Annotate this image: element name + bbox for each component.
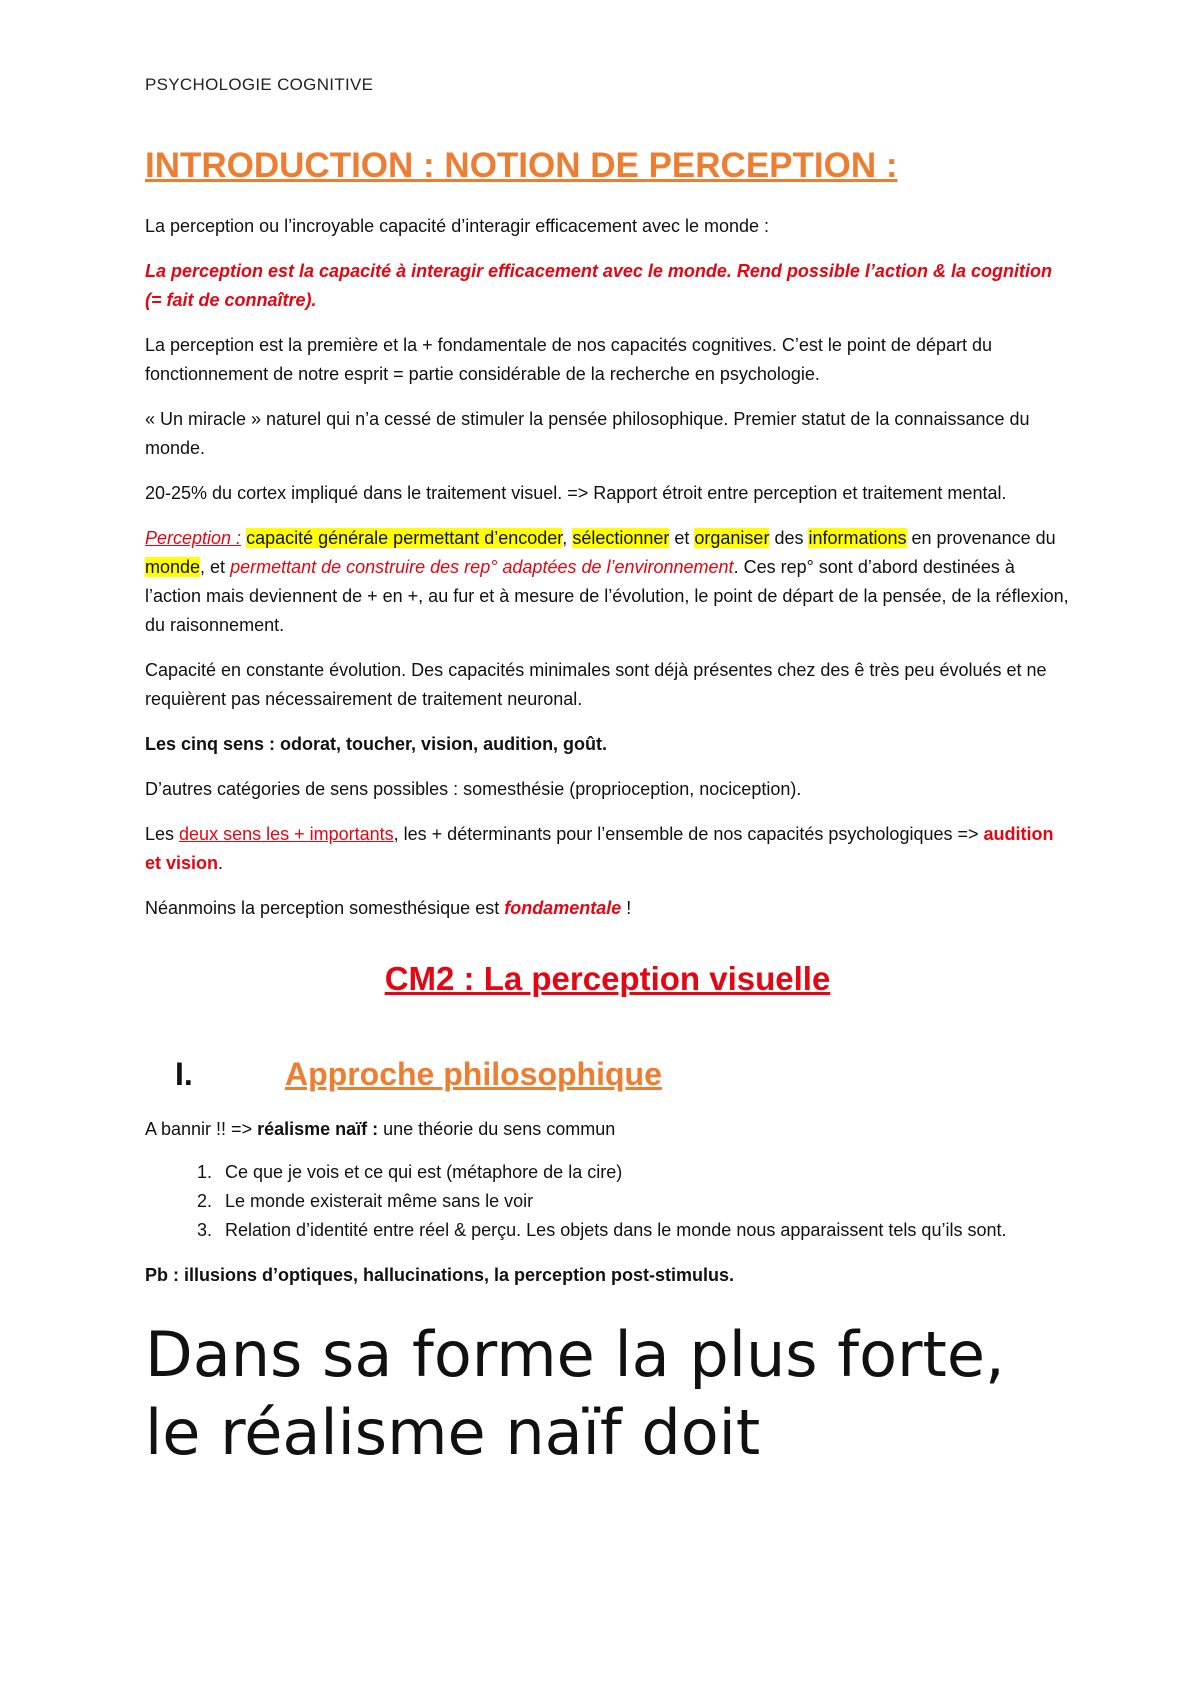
highlight-select: sélectionner	[572, 527, 670, 548]
section-number: I.	[175, 1056, 193, 1093]
paragraph-problems: Pb : illusions d’optiques, hallucinations, la perception post-stimulus.	[145, 1265, 735, 1286]
list-item: 3. Relation d’identité entre réel & perçu. Les objets dans le monde nous apparaissent tels qu’ils sont.	[217, 1216, 1070, 1245]
paragraph-fundamental: La perception est la première et la + fondamentale de nos capacités cognitives. C’est le point de départ du fonctionnement de notre esprit = partie considérable de la recherche en psychologie.	[145, 334, 993, 384]
chapter-heading: CM2 : La perception visuelle	[384, 959, 831, 997]
highlight-world: monde	[145, 556, 201, 577]
large-text: Dans sa forme la plus forte, le réalisme naïf doit	[145, 1318, 1005, 1470]
two-senses-link: deux sens les + importants	[179, 823, 394, 844]
paragraph-perception-definition: Perception : capacité générale permettant d’encoder, sélectionner et organiser des informations en provenance du monde, et permettant de construire des rep° adaptées de l’environnement. Ces rep° sont d’abord destinées à l’action mais deviennent de + en +, au fur et à mesure de l’évolution, le point de départ de la pensée, de la réflexion, du raisonnement.	[145, 527, 1069, 635]
highlight-organize: organiser	[694, 527, 770, 548]
list-item: 1. Ce que je vois et ce qui est (métaphore de la cire)	[217, 1158, 1070, 1187]
paragraph-evolution: Capacité en constante évolution. Des capacités minimales sont déjà présentes chez des ê très peu évolués et ne requièrent pas nécessairement de traitement neuronal.	[145, 659, 1047, 709]
highlight-information: informations	[808, 527, 907, 548]
fundamental-emphasis: fondamentale	[504, 897, 622, 918]
numbered-list	[145, 1158, 1070, 1245]
document-content	[145, 70, 1070, 1472]
page-title: INTRODUCTION : NOTION DE PERCEPTION :	[145, 146, 898, 185]
paragraph-miracle: « Un miracle » naturel qui n’a cessé de stimuler la pensée philosophique. Premier statut de la connaissance du monde.	[145, 408, 1030, 458]
page-header: PSYCHOLOGIE COGNITIVE	[145, 75, 374, 94]
audition-vision: audition et vision	[145, 823, 1054, 873]
section-title: Approche philosophique	[285, 1056, 662, 1093]
paragraph-intro: La perception ou l’incroyable capacité d’interagir efficacement avec le monde :	[145, 215, 770, 236]
naive-realism-term: réalisme naïf :	[257, 1119, 379, 1140]
list-item: 2. Le monde existerait même sans le voir	[217, 1187, 1070, 1216]
paragraph-cortex: 20-25% du cortex impliqué dans le traitement visuel. => Rapport étroit entre perception et traitement mental.	[145, 482, 1007, 503]
paragraph-two-senses: Les deux sens les + importants, les + déterminants pour l’ensemble de nos capacités psychologiques => audition et vision.	[145, 823, 1054, 873]
paragraph-other-senses: D’autres catégories de sens possibles : somesthésie (proprioception, nociception).	[145, 778, 802, 799]
italic-representations: permettant de construire des rep° adaptées de l’environnement	[230, 556, 734, 577]
perception-label: Perception :	[145, 527, 242, 548]
section-heading	[145, 1056, 1070, 1093]
paragraph-definition: La perception est la capacité à interagir efficacement avec le monde. Rend possible l’action & la cognition (= fait de connaître).	[145, 260, 1052, 310]
paragraph-five-senses: Les cinq sens : odorat, toucher, vision, audition, goût.	[145, 733, 608, 754]
highlight-encode: capacité générale permettant d’encoder	[246, 527, 563, 548]
paragraph-somesthesic: Néanmoins la perception somesthésique est fondamentale !	[145, 897, 632, 918]
paragraph-naive-realism: A bannir !! => réalisme naïf : une théorie du sens commun	[145, 1119, 616, 1140]
